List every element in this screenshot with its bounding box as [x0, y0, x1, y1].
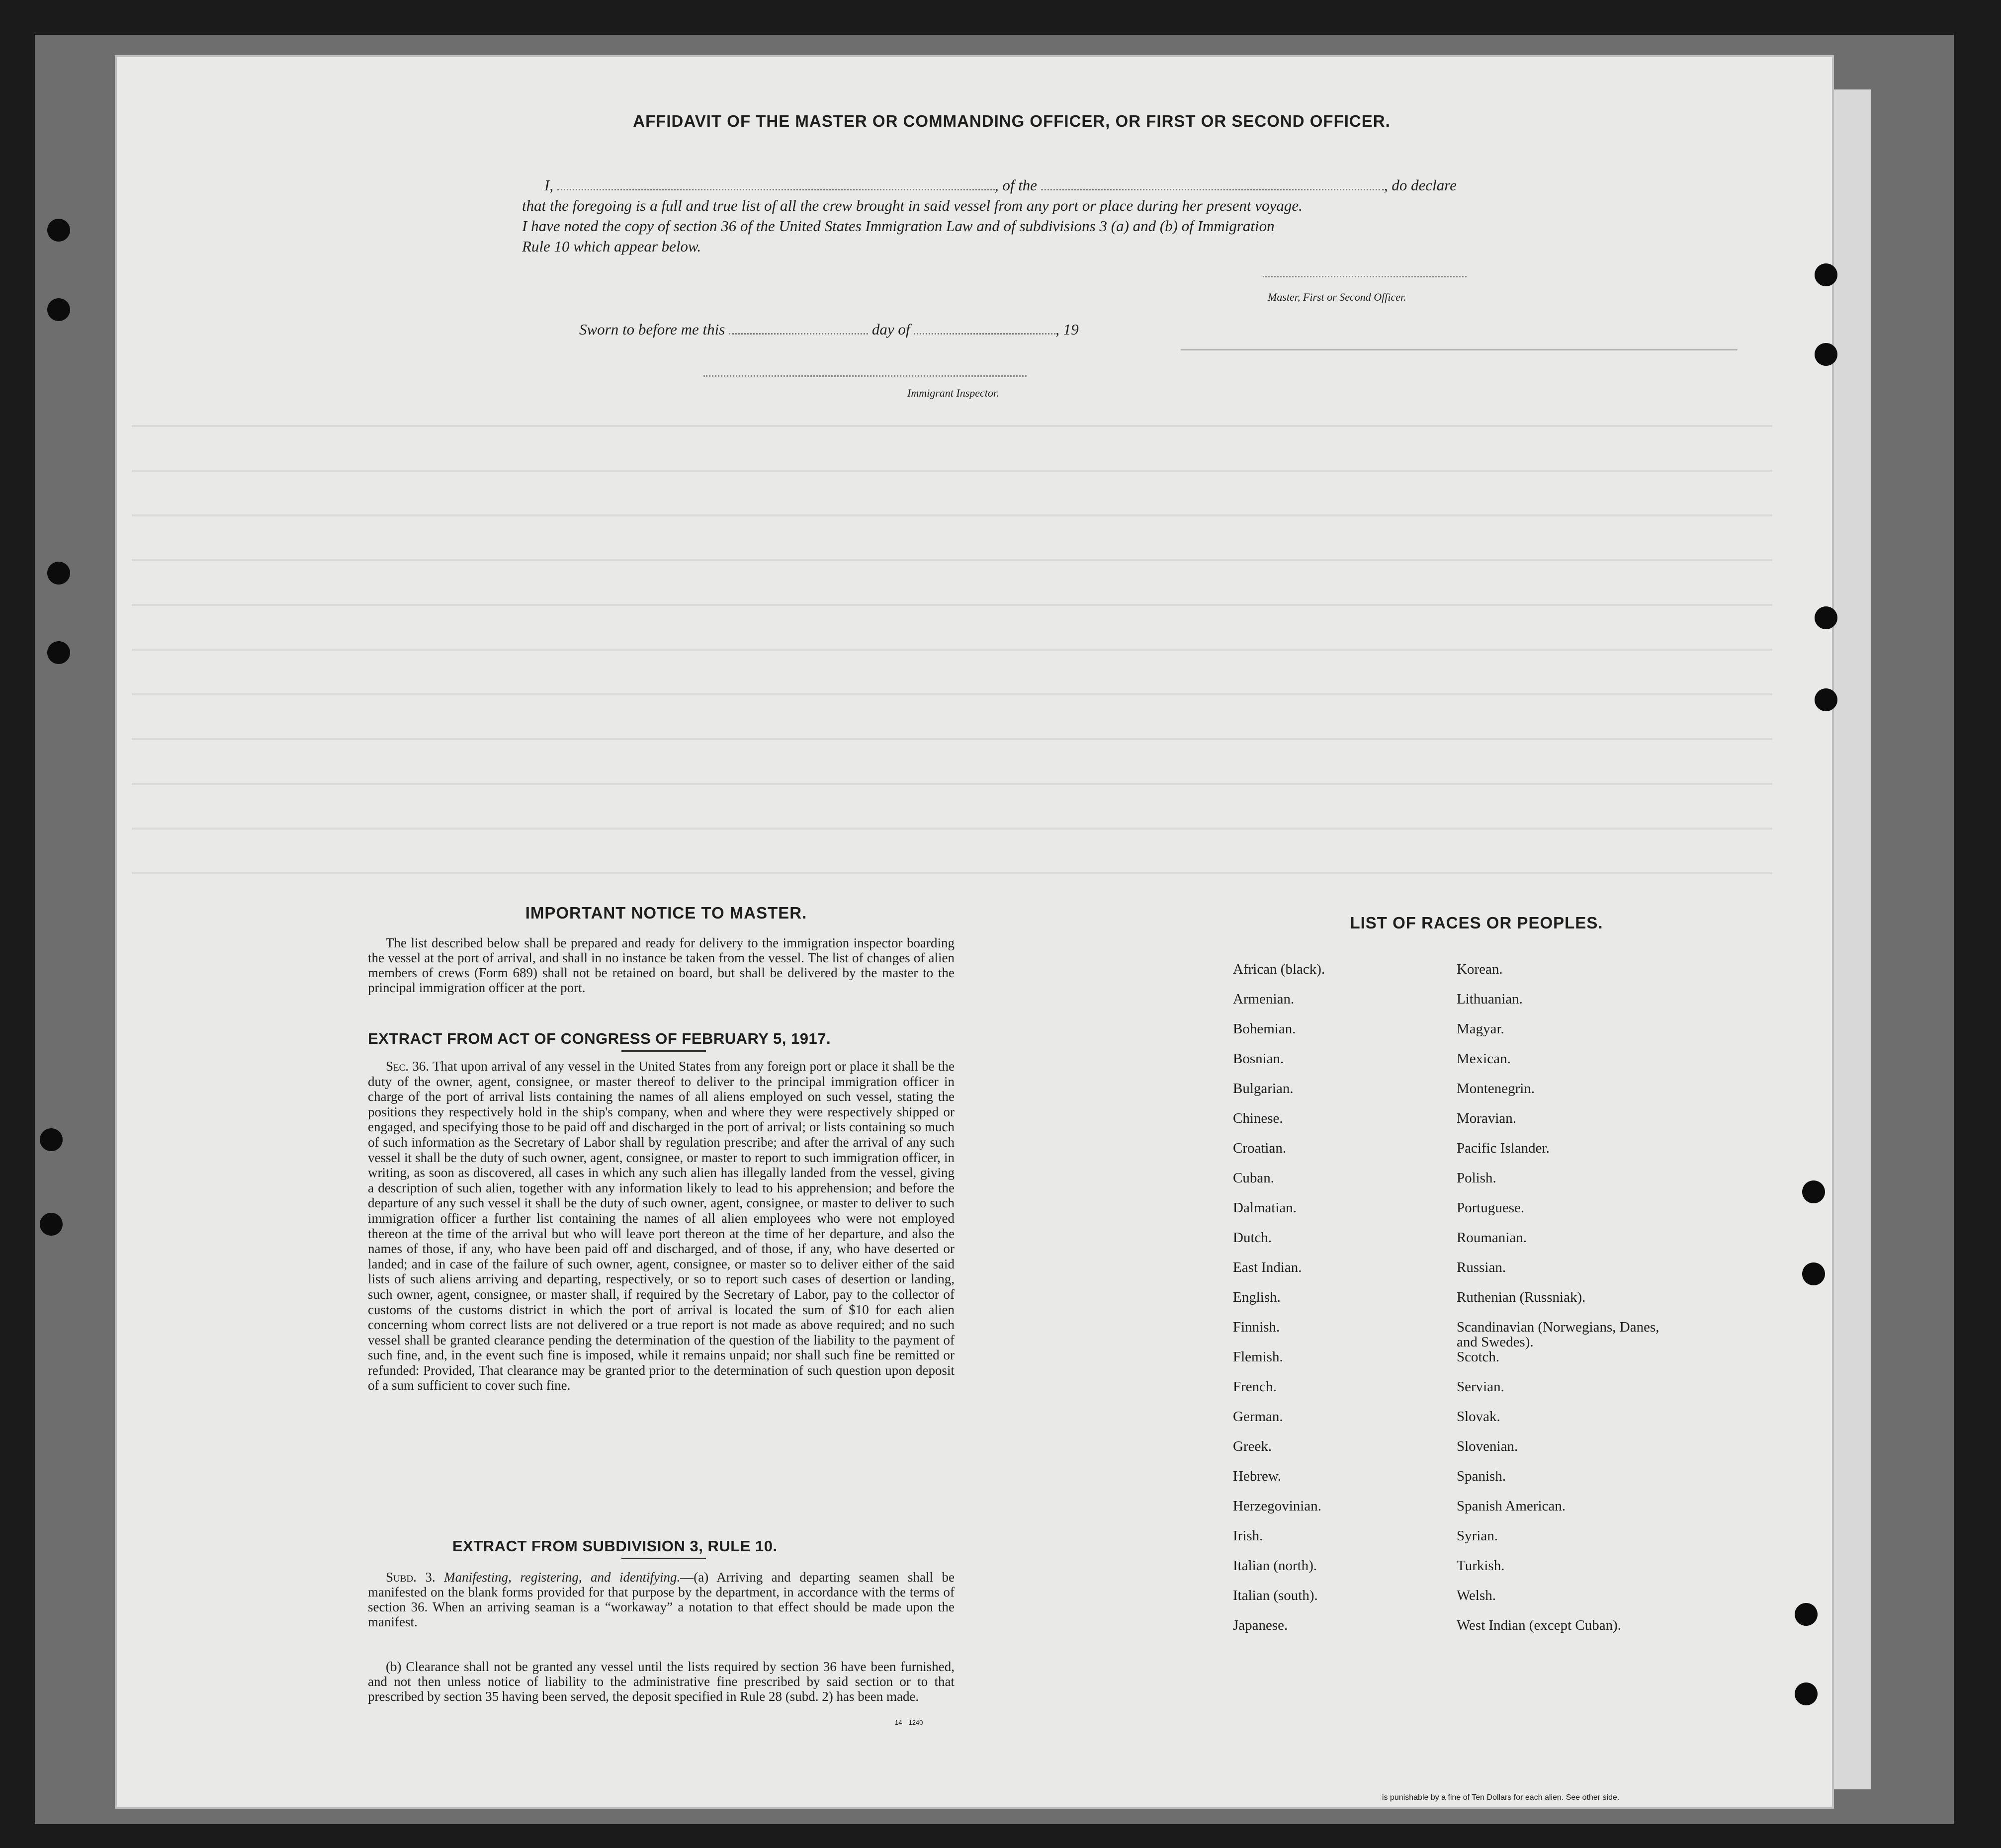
footer-note: is punishable by a fine of Ten Dollars for each alien. See other side.: [1382, 1793, 1620, 1802]
bleed-through-row: [132, 649, 1772, 651]
race-item: Spanish.: [1457, 1468, 1506, 1484]
punch-hole: [40, 1213, 63, 1236]
race-item: Croatian.: [1233, 1140, 1287, 1156]
race-item: Finnish.: [1233, 1319, 1280, 1335]
punch-hole: [47, 219, 70, 242]
subdivision-para-b: (b) Clearance shall not be granted any vessel until the lists required by section 36 have been furnished, and not then unless notice of liability to the administrative fine prescribed by said section or to that prescribed by section 35 having been served, the deposit specified in Rule 28 (subd. 2) has been made.: [368, 1659, 955, 1704]
subdivision-para-a: [368, 1570, 955, 1629]
master-signature-caption: Master, First or Second Officer.: [1268, 291, 1406, 303]
sworn-day-field[interactable]: [729, 321, 868, 335]
form-number: 14—1240: [895, 1719, 923, 1726]
inspector-signature-line[interactable]: [703, 375, 1027, 377]
master-signature-line[interactable]: [1263, 276, 1467, 277]
act-extract-heading: EXTRACT FROM ACT OF CONGRESS OF FEBRUARY 5, 1917.: [368, 1030, 831, 1047]
bleed-through-row: [132, 872, 1772, 874]
affidavit-line-4: Rule 10 which appear below.: [522, 238, 701, 255]
race-item: Herzegovinian.: [1233, 1498, 1321, 1514]
sworn-day-of: day of: [871, 321, 910, 338]
sworn-month-field[interactable]: [914, 321, 1055, 335]
race-item: Syrian.: [1457, 1528, 1498, 1544]
bleed-through-row: [132, 693, 1772, 695]
affidavit-title: AFFIDAVIT OF THE MASTER OR COMMANDING OFFICER, OR FIRST OR SECOND OFFICER.: [633, 112, 1391, 130]
race-item: Bulgarian.: [1233, 1081, 1294, 1096]
race-item: German.: [1233, 1409, 1283, 1425]
race-item: Dalmatian.: [1233, 1200, 1297, 1216]
bleed-through-row: [132, 514, 1772, 516]
race-item: West Indian (except Cuban).: [1457, 1617, 1622, 1633]
race-item: Italian (south).: [1233, 1588, 1318, 1603]
subdivision-label: Subd. 3.: [386, 1570, 435, 1585]
punch-hole: [1815, 343, 1837, 366]
act-section-text: That upon arrival of any vessel in the United States from any foreign port or place it shall be the duty of the owner, agent, consignee, or master thereof to deliver to the principal immigration officer in charge of the port of arrival lists containing the names of all aliens employed on such vessel, stating the positions they respectively hold in the ship's company, when and where they were respectively shipped or engaged, and specifying those to be paid off and discharged in the port of arrival; or lists containing so much of such information as the Secretary of Labor shall by regulation prescribe; and after the arrival of any such vessel it shall be the duty of such owner, agent, consignee, or master to report to such immigration officer, in writing, as soon as discovered, all cases in which any such alien has illegally landed from the vessel, giving a description of such alien, together with any information likely to lead to his apprehension; and before the departure of any such vessel it shall be the duty of such owner, agent, consignee, or master to deliver to such immigration officer a further list containing the names of all alien employees who were not employed thereon at the time of the arrival but who will leave port thereon at the time of her departure, and also the names of those, if any, who have been paid off and discharged, and of those, if any, who have deserted or landed; and in case of the failure of such owner, agent, consignee, or master so to deliver either of the said lists of such aliens arriving and departing, respectively, or so to report such cases of desertion or landing, such owner, agent, consignee, or master shall, if required by the Secretary of Labor, pay to the collector of customs of the customs district in which the port of arrival is located the sum of $10 for each alien concerning whom correct lists are not delivered or a true report is not made as above required; and no such vessel shall be granted clearance pending the determination of the question of the liability to the payment of such fine, and, in the event such fine is imposed, while it remains unpaid; nor shall such fine be remitted or refunded: Provided, That clearance may be granted prior to the determination of such question upon deposit of a sum sufficient to cover such fine.: [368, 1059, 955, 1393]
race-item: English.: [1233, 1289, 1281, 1305]
race-item: East Indian.: [1233, 1260, 1302, 1275]
bleed-through-row: [132, 425, 1772, 427]
race-item: Korean.: [1457, 961, 1503, 977]
race-item: Slovenian.: [1457, 1438, 1518, 1454]
declaration-suffix: , do declare: [1384, 176, 1457, 194]
race-item: Scandinavian (Norwegians, Danes, and Swedes).: [1457, 1319, 1659, 1350]
sworn-prefix: Sworn to before me this: [579, 321, 725, 338]
punch-hole: [47, 562, 70, 585]
punch-hole: [47, 641, 70, 664]
race-item: Lithuanian.: [1457, 991, 1523, 1007]
race-item: Chinese.: [1233, 1110, 1283, 1126]
race-item: Welsh.: [1457, 1588, 1496, 1603]
race-item: Spanish American.: [1457, 1498, 1566, 1514]
race-item: Japanese.: [1233, 1617, 1288, 1633]
race-item: Dutch.: [1233, 1230, 1272, 1246]
subdivision-heading-rule: [621, 1558, 706, 1559]
declarant-name-field[interactable]: [557, 177, 995, 190]
race-item: Servian.: [1457, 1379, 1504, 1395]
punch-hole: [47, 298, 70, 321]
race-item: Flemish.: [1233, 1349, 1283, 1365]
notice-body: The list described below shall be prepared and ready for delivery to the immigration inspector boarding the vessel at the port of arrival, and shall in no instance be taken from the vessel. The list of changes of alien members of crews (Form 689) shall not be retained on board, but shall be delivered by the master to the principal immigration officer at the port.: [368, 935, 955, 995]
race-item: Turkish.: [1457, 1558, 1505, 1574]
race-item: Portuguese.: [1457, 1200, 1525, 1216]
subdivision-italic-lead: Manifesting, registering, and identifying.: [444, 1570, 681, 1585]
punch-hole: [1815, 688, 1837, 711]
race-item: Hebrew.: [1233, 1468, 1282, 1484]
race-item: Slovak.: [1457, 1409, 1500, 1425]
race-item: Mexican.: [1457, 1051, 1511, 1067]
sworn-line: [579, 321, 1079, 338]
race-item: Russian.: [1457, 1260, 1506, 1275]
punch-hole: [1815, 606, 1837, 629]
vessel-prefix: , of the: [994, 176, 1038, 194]
affidavit-divider: [1181, 349, 1738, 350]
bleed-through-row: [132, 738, 1772, 740]
race-item: Pacific Islander.: [1457, 1140, 1550, 1156]
race-item: Montenegrin.: [1457, 1081, 1535, 1096]
punch-hole: [1802, 1180, 1825, 1203]
race-item: Moravian.: [1457, 1110, 1516, 1126]
punch-hole: [1795, 1682, 1818, 1705]
bleed-through-row: [132, 783, 1772, 785]
race-item: Magyar.: [1457, 1021, 1504, 1037]
subdivision-extract-heading: EXTRACT FROM SUBDIVISION 3, RULE 10.: [452, 1537, 778, 1555]
race-item: Scotch.: [1457, 1349, 1500, 1365]
bleed-through-row: [132, 828, 1772, 830]
race-item: Roumanian.: [1457, 1230, 1527, 1246]
races-left-column: [1233, 962, 1325, 1648]
notice-title: IMPORTANT NOTICE TO MASTER.: [525, 904, 807, 922]
subdivision-para-a-text: —(a) Arriving and departing seamen shall be manifested on the blank forms provided for that purpose by the department, in accordance with the terms of section 36. When an arriving seaman is a “workaway” a notation to that effect should be made upon the manifest.: [368, 1570, 955, 1629]
inspector-signature-caption: Immigrant Inspector.: [907, 387, 999, 399]
races-list-title: LIST OF RACES OR PEOPLES.: [1350, 914, 1603, 932]
race-item: Ruthenian (Russniak).: [1457, 1289, 1586, 1305]
race-item: Cuban.: [1233, 1170, 1274, 1186]
sworn-year-prefix: , 19: [1055, 321, 1079, 338]
affidavit-declaration-line: [544, 176, 1457, 194]
affidavit-line-3: I have noted the copy of section 36 of the United States Immigration Law and of subdivisions 3 (a) and (b) of Immigration: [522, 217, 1275, 235]
race-item: Irish.: [1233, 1528, 1263, 1544]
act-section-36: [368, 1059, 955, 1393]
act-heading-rule: [621, 1050, 706, 1052]
affidavit-line-2: that the foregoing is a full and true list of all the crew brought in said vessel from any port or place during her present voyage.: [522, 197, 1303, 214]
race-item: Bohemian.: [1233, 1021, 1296, 1037]
bleed-through-row: [132, 604, 1772, 606]
punch-hole: [1802, 1262, 1825, 1285]
race-item: Bosnian.: [1233, 1051, 1284, 1067]
race-item: Polish.: [1457, 1170, 1496, 1186]
bleed-through-row: [132, 559, 1772, 561]
bleed-through-row: [132, 470, 1772, 472]
races-right-column: [1457, 962, 1670, 1648]
race-item: French.: [1233, 1379, 1277, 1395]
race-item: Greek.: [1233, 1438, 1272, 1454]
race-item: African (black).: [1233, 961, 1325, 977]
punch-hole: [40, 1128, 63, 1151]
race-item: Armenian.: [1233, 991, 1295, 1007]
punch-hole: [1815, 263, 1837, 286]
race-item: Italian (north).: [1233, 1558, 1317, 1574]
declarant-prefix: I,: [544, 176, 554, 194]
punch-hole: [1795, 1603, 1818, 1626]
vessel-name-field[interactable]: [1041, 177, 1384, 190]
act-section-label: Sec. 36.: [386, 1059, 430, 1074]
